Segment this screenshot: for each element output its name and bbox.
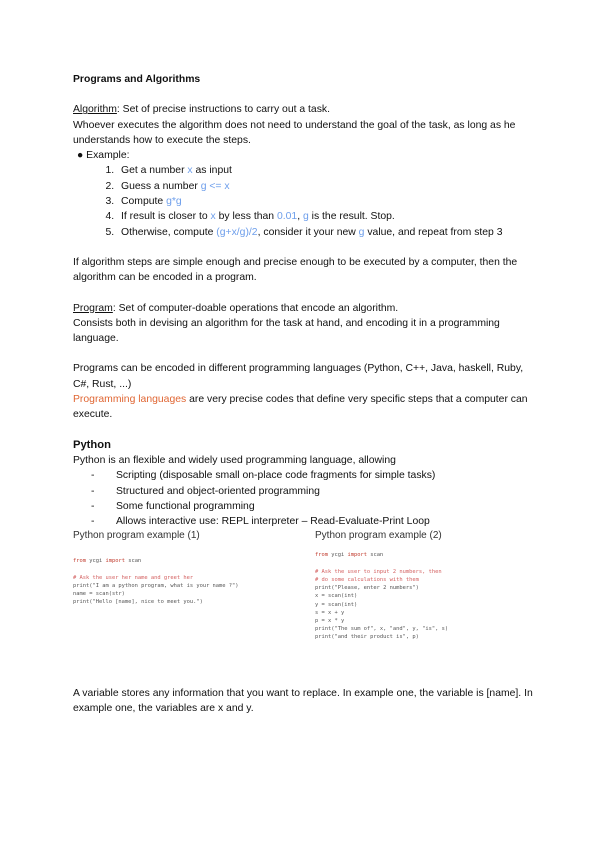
- list-item-text: Some functional programming: [116, 500, 255, 512]
- step-text: Compute: [121, 196, 167, 208]
- precise-paragraph-text: are very precise codes that define very specific steps that a computer can execute.: [73, 394, 528, 421]
- python-features-list: [73, 468, 533, 529]
- step-text: If result is closer to: [121, 211, 211, 223]
- code-line: print("and their product is", p): [315, 634, 419, 641]
- algorithm-term: Algorithm: [73, 104, 117, 116]
- code-keyword: from: [315, 552, 328, 559]
- code-line: print("Hello [name], nice to meet you."): [73, 599, 203, 606]
- program-definition-text: : Set of computer-doable operations that encode an algorithm.: [112, 302, 399, 314]
- algorithm-step: [117, 194, 533, 209]
- algorithm-step: [117, 179, 533, 194]
- algorithm-step: [117, 225, 533, 240]
- programming-languages-highlight: Programming languages: [73, 394, 187, 406]
- code-text: ycgi: [85, 558, 106, 565]
- code-examples: [73, 528, 543, 668]
- code-line: print("The sum of", x, "and", y, "is", s): [315, 626, 449, 633]
- step-text: Guess a number: [121, 180, 201, 192]
- code-block-1: [73, 557, 303, 606]
- page-title: Programs and Algorithms: [73, 74, 201, 85]
- code-comment: # Ask the user to input 2 numbers, then: [315, 568, 442, 575]
- step-text: Get a number: [121, 165, 188, 177]
- program-term: Program: [73, 302, 113, 314]
- step-text: ,: [297, 211, 303, 223]
- code-comment: # do some calculations with them: [315, 576, 419, 583]
- document-body: [73, 72, 533, 529]
- code-line: x = scan(int): [315, 593, 358, 600]
- algorithm-definition-text: : Set of precise instructions to carry out a task.: [116, 104, 330, 116]
- algorithm-definition: [73, 102, 533, 117]
- python-heading: Python: [73, 438, 111, 451]
- code-keyword: from: [73, 558, 86, 565]
- step-variable: g*g: [166, 196, 182, 208]
- dash-marker: -: [91, 485, 95, 497]
- code-line: print("I am a python program, what is your name ?"): [73, 582, 239, 589]
- step-variable: x: [187, 165, 193, 177]
- list-item-text: Scripting (disposable small on-place code fragments for simple tasks): [116, 470, 436, 482]
- encode-paragraph: If algorithm steps are simple enough and precise enough to be executed by a computer, then the algorithm can be encoded in a program.: [73, 256, 518, 284]
- bullet-dot-icon: ●: [77, 150, 84, 162]
- code-keyword: import: [105, 558, 125, 565]
- step-variable: x: [210, 211, 216, 223]
- step-variable: 0.01: [276, 211, 298, 223]
- closing-paragraph: A variable stores any information that you want to replace. In example one, the variable is [name]. In example one, the variables are x and y.: [73, 688, 533, 715]
- list-item-text: Structured and object-oriented programming: [116, 485, 320, 497]
- step-text: , consider it your new: [257, 226, 359, 238]
- step-text: is the result. Stop.: [308, 211, 395, 223]
- code-line: p = x * y: [315, 617, 345, 624]
- step-variable: g: [358, 226, 365, 238]
- code-line: name = scan(str): [73, 591, 125, 598]
- python-intro: Python is an flexible and widely used programming language, allowing: [73, 454, 396, 466]
- code-line: y = scan(int): [315, 601, 358, 608]
- example-bullet: [73, 148, 533, 163]
- algorithm-step: [117, 209, 533, 224]
- algorithm-steps: [73, 163, 533, 239]
- step-text: as input: [192, 165, 232, 177]
- example-label: Example:: [86, 150, 130, 162]
- step-variable: g <= x: [200, 180, 230, 192]
- algorithm-step: [117, 163, 533, 178]
- algorithm-explanation: Whoever executes the algorithm does not need to understand the goal of the task, as long as he understands how to execute the steps.: [73, 119, 516, 146]
- code-example-2: [315, 528, 545, 642]
- list-item: [73, 499, 533, 514]
- list-item-text: Allows interactive use: REPL interpreter – Read-Evaluate-Print Loop: [116, 516, 430, 528]
- code-example-1: [73, 528, 303, 607]
- languages-paragraph: Programs can be encoded in different programming languages (Python, C++, Java, haskell, Ruby, C#, Rust, ...): [73, 363, 524, 390]
- code-text: scan: [366, 552, 384, 559]
- program-explanation: Consists both in devising an algorithm for the task at hand, and encoding it in a programming language.: [73, 317, 500, 345]
- program-definition: [73, 301, 533, 316]
- dash-marker: -: [91, 516, 95, 528]
- code-line: [315, 551, 545, 559]
- dash-marker: -: [91, 470, 95, 482]
- step-variable: g: [302, 211, 309, 223]
- list-item: [73, 468, 533, 483]
- code-line: print("Please, enter 2 numbers"): [315, 585, 419, 592]
- code-example-2-title: Python program example (2): [315, 530, 442, 541]
- code-comment: # Ask the user her name and greet her: [73, 574, 194, 581]
- code-example-1-title: Python program example (1): [73, 530, 200, 541]
- step-text: Otherwise, compute: [121, 226, 217, 238]
- step-text: by less than: [215, 211, 277, 223]
- code-text: ycgi: [327, 552, 348, 559]
- list-item: [73, 484, 533, 499]
- code-line: s = x + y: [315, 609, 345, 616]
- dash-marker: -: [91, 500, 95, 512]
- code-text: scan: [124, 558, 142, 565]
- code-keyword: import: [347, 552, 367, 559]
- code-line: [73, 557, 303, 565]
- precise-paragraph: [73, 392, 533, 423]
- code-block-2: [315, 551, 545, 641]
- step-text: value, and repeat from step 3: [364, 226, 503, 238]
- step-variable: (g+x/g)/2: [216, 226, 258, 238]
